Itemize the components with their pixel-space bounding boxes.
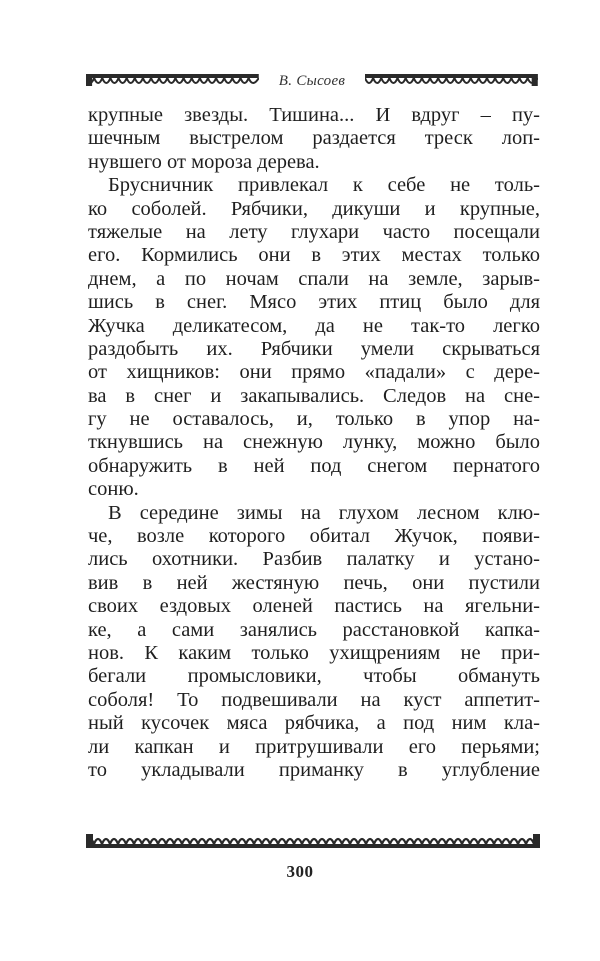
text-line: Жучка деликатесом, да не так-то легко: [88, 314, 540, 337]
text-line: бегали промысловики, чтобы обмануть: [88, 665, 540, 688]
right-ornament-icon: [365, 74, 538, 88]
text-line: тяжелые на лету глухари часто посещали: [88, 220, 540, 243]
text-line: В середине зимы на глухом лесном клю-: [108, 501, 540, 524]
text-line: ва в снег и закапывались. Следов на сне-: [88, 384, 540, 407]
left-ornament-icon: [86, 74, 259, 88]
text-line: ли капкан и притрушивали его перьями;: [88, 735, 540, 758]
text-line: че, возле которого обитал Жучок, появи-: [88, 525, 540, 548]
running-head-author: В. Сысоев: [278, 72, 346, 89]
text-line: шись в снег. Мясо этих птиц было для: [88, 291, 540, 314]
text-line: ке, а сами занялись расстановкой капка-: [88, 618, 540, 641]
text-line: вив в ней жестяную печь, они пустили: [88, 571, 540, 594]
body-text: [88, 104, 540, 782]
text-line: соболя! То подвешивали на куст аппетит-: [88, 688, 540, 711]
text-line: соню.: [88, 478, 139, 501]
text-line: нувшего от мороза дерева.: [88, 150, 320, 173]
running-head: [86, 70, 538, 92]
text-line: крупные звезды. Тишина... И вдруг – пу-: [88, 104, 540, 126]
text-line: его. Кормились они в этих местах только: [88, 244, 540, 267]
text-line: ный кусочек мяса рябчика, а под ним кла-: [88, 712, 540, 735]
page-number: 300: [286, 862, 314, 881]
text-line: обнаружить в ней под снегом пернатого: [88, 454, 540, 477]
bottom-ornament-icon: [86, 832, 540, 848]
text-line: днем, а по ночам спали на земле, зарыв-: [88, 267, 540, 290]
text-line: от хищников: они прямо «падали» с дере-: [88, 361, 540, 384]
text-line: то укладывали приманку в углубление: [88, 758, 540, 781]
text-line: раздобыть их. Рябчики умели скрываться: [88, 337, 540, 360]
text-line: своих ездовых оленей пастись на ягельни-: [88, 595, 540, 618]
text-line: Брусничник привлекал к себе не толь-: [108, 174, 540, 197]
text-line: ко соболей. Рябчики, дикуши и крупные,: [88, 197, 540, 220]
text-line: гу не оставалось, и, только в упор на-: [88, 408, 540, 431]
text-line: ткнувшись на снежную лунку, можно было: [88, 431, 540, 454]
text-line: нов. К каким только ухищрениям не при-: [88, 641, 540, 664]
text-line: лись охотники. Разбив палатку и устано-: [88, 548, 540, 571]
text-line: шечным выстрелом раздается треск лоп-: [88, 127, 540, 150]
